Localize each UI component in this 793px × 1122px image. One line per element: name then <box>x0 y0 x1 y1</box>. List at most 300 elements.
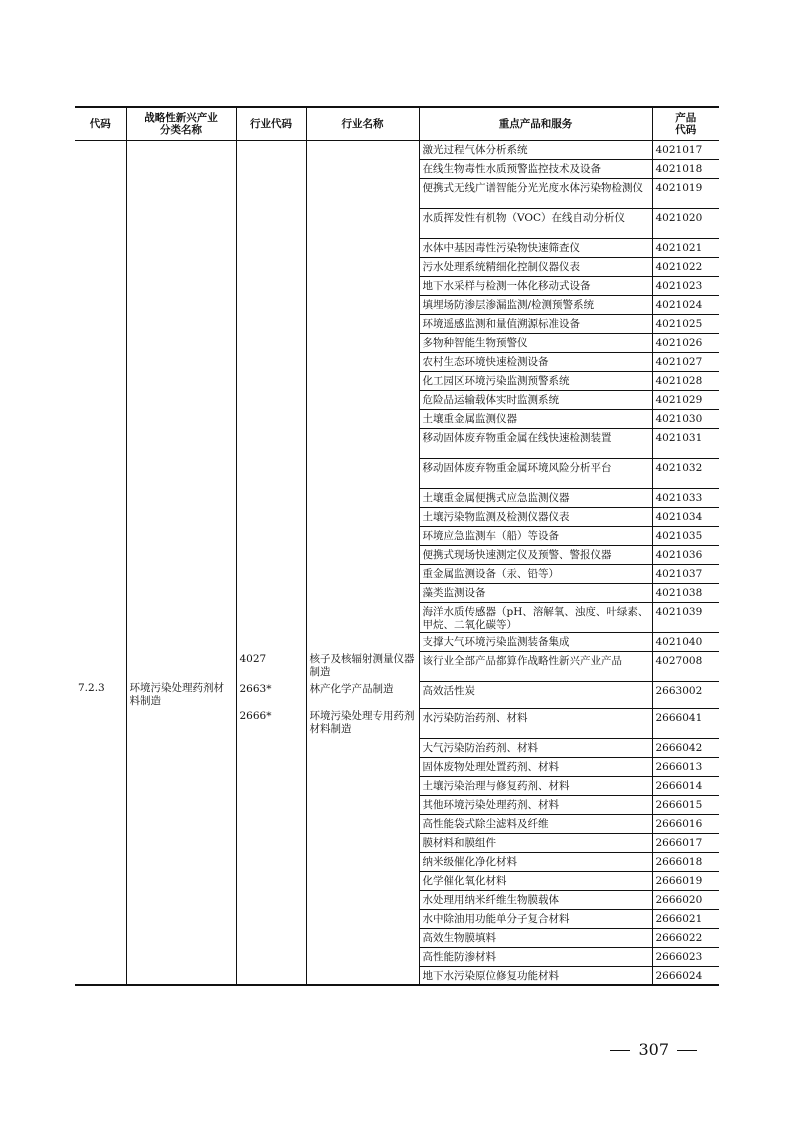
cell-product <box>419 632 652 651</box>
cell-industry-name <box>306 602 419 632</box>
cell-industry-name-text <box>310 141 416 143</box>
cell-product-text: 水处理用纳米纤维生物膜载体 <box>422 893 559 906</box>
cell-product-code <box>652 409 719 428</box>
cell-product-text: 纳米级催化净化材料 <box>422 855 517 868</box>
table-header <box>75 107 719 140</box>
cell-code <box>75 564 126 583</box>
cell-industry-name-text <box>310 795 416 797</box>
cell-category <box>126 776 236 795</box>
cell-product-code <box>652 526 719 545</box>
cell-category-text <box>130 208 233 209</box>
cell-product-code-text: 4021026 <box>655 336 703 349</box>
cell-product <box>419 371 652 390</box>
table-row <box>75 757 719 776</box>
cell-code <box>75 545 126 564</box>
industry-product-table <box>75 106 719 986</box>
cell-code-text <box>78 708 123 709</box>
cell-product-code <box>652 507 719 526</box>
table-row <box>75 871 719 890</box>
cell-product <box>419 276 652 295</box>
cell-product-code-text: 4027008 <box>655 654 703 667</box>
cell-code-text <box>78 409 123 410</box>
cell-product <box>419 776 652 795</box>
cell-industry-name <box>306 795 419 814</box>
cell-industry-name-text <box>310 159 416 161</box>
cell-product <box>419 295 652 314</box>
cell-product-code-text: 4021028 <box>655 374 703 387</box>
cell-product-code-text: 4021021 <box>655 241 703 254</box>
cell-industry-code-text <box>240 602 303 604</box>
cell-industry-name-text <box>310 371 416 373</box>
cell-category-text <box>130 890 233 891</box>
cell-industry-name <box>306 776 419 795</box>
cell-product <box>419 159 652 178</box>
cell-code <box>75 409 126 428</box>
cell-code <box>75 208 126 238</box>
page-dash-right <box>677 1050 697 1051</box>
cell-product-text: 水污染防治药剂、材料 <box>422 711 528 724</box>
cell-industry-code <box>236 852 306 871</box>
cell-category-text <box>130 238 233 239</box>
table-row <box>75 776 719 795</box>
cell-code <box>75 159 126 178</box>
cell-industry-name <box>306 507 419 526</box>
cell-product-code <box>652 140 719 159</box>
cell-product-text: 土壤污染物监测及检测仪器仪表 <box>422 510 570 523</box>
cell-category <box>126 159 236 178</box>
cell-industry-code <box>236 390 306 409</box>
table-row <box>75 276 719 295</box>
cell-industry-name <box>306 909 419 928</box>
cell-product-code-text: 4021025 <box>655 317 703 330</box>
cell-product-text: 固体废物处理处置药剂、材料 <box>422 760 559 773</box>
cell-product-code <box>652 966 719 985</box>
cell-industry-code <box>236 583 306 602</box>
cell-industry-name-text <box>310 738 416 740</box>
cell-category <box>126 564 236 583</box>
cell-industry-code <box>236 545 306 564</box>
cell-industry-code-text <box>240 159 303 161</box>
cell-industry-name <box>306 947 419 966</box>
cell-industry-code-text <box>240 371 303 373</box>
cell-industry-code <box>236 564 306 583</box>
cell-product-code-text: 2666024 <box>655 969 703 982</box>
table-row <box>75 738 719 757</box>
cell-product-text: 土壤重金属监测仪器 <box>422 412 517 425</box>
cell-product-code-text: 4021027 <box>655 355 703 368</box>
cell-category-text <box>130 776 233 777</box>
table-body <box>75 140 719 985</box>
cell-industry-name-text <box>310 776 416 778</box>
table-row <box>75 602 719 632</box>
cell-product-text: 地下水污染原位修复功能材料 <box>422 969 559 982</box>
table-row <box>75 507 719 526</box>
cell-industry-name <box>306 314 419 333</box>
cell-product-code <box>652 852 719 871</box>
cell-product-code-text: 4021033 <box>655 491 703 504</box>
cell-product <box>419 178 652 208</box>
cell-product <box>419 507 652 526</box>
cell-industry-code-text <box>240 632 303 634</box>
cell-code <box>75 458 126 488</box>
cell-product-code-text: 4021017 <box>655 143 703 156</box>
cell-industry-code <box>236 208 306 238</box>
cell-product <box>419 390 652 409</box>
cell-industry-code <box>236 257 306 276</box>
cell-industry-name <box>306 390 419 409</box>
cell-product-code-text: 4021030 <box>655 412 703 425</box>
cell-industry-code <box>236 738 306 757</box>
cell-industry-code <box>236 428 306 458</box>
cell-category <box>126 814 236 833</box>
cell-product-code-text: 2666041 <box>655 711 703 724</box>
cell-industry-name <box>306 708 419 738</box>
cell-industry-code-text <box>240 238 303 240</box>
cell-industry-code-text: 4027 <box>239 653 267 665</box>
cell-code-text <box>78 583 123 584</box>
cell-code <box>75 795 126 814</box>
cell-code-text <box>78 632 123 633</box>
cell-industry-code-text <box>240 757 303 759</box>
cell-product-text: 环境遥感监测和量值溯源标准设备 <box>422 317 580 330</box>
cell-code <box>75 757 126 776</box>
cell-product-text: 土壤重金属便携式应急监测仪器 <box>422 491 570 504</box>
table-row <box>75 488 719 507</box>
cell-category-text <box>130 947 233 948</box>
cell-category <box>126 757 236 776</box>
cell-code-text <box>78 352 123 353</box>
cell-industry-code-text <box>240 871 303 873</box>
cell-product-code <box>652 564 719 583</box>
cell-industry-code-text <box>240 947 303 949</box>
cell-code <box>75 488 126 507</box>
cell-category-text <box>130 852 233 853</box>
cell-product-code <box>652 776 719 795</box>
cell-code <box>75 681 126 708</box>
cell-category <box>126 833 236 852</box>
cell-product-code-text: 2666015 <box>655 798 703 811</box>
cell-product <box>419 651 652 681</box>
cell-product <box>419 890 652 909</box>
cell-industry-code <box>236 458 306 488</box>
cell-code-text <box>78 371 123 372</box>
table-row <box>75 140 719 159</box>
cell-product <box>419 257 652 276</box>
cell-industry-name-text <box>310 814 416 816</box>
table-row <box>75 178 719 208</box>
cell-product-code <box>652 428 719 458</box>
cell-product <box>419 488 652 507</box>
cell-code <box>75 814 126 833</box>
page-dash-left <box>610 1050 630 1051</box>
cell-product-code <box>652 390 719 409</box>
cell-industry-code <box>236 632 306 651</box>
cell-category-text <box>130 507 233 508</box>
cell-industry-name-text <box>310 909 416 911</box>
cell-product <box>419 947 652 966</box>
cell-product <box>419 852 652 871</box>
cell-code-text <box>78 602 123 603</box>
cell-industry-name-text <box>310 583 416 585</box>
cell-industry-code <box>236 333 306 352</box>
table-row <box>75 352 719 371</box>
cell-product-text: 支撑大气环境污染监测装备集成 <box>422 635 570 648</box>
cell-category-text <box>130 257 233 258</box>
cell-industry-name <box>306 178 419 208</box>
cell-product <box>419 352 652 371</box>
cell-category-text <box>130 178 233 179</box>
cell-product-code <box>652 632 719 651</box>
header-category: 战略性新兴产业 分类名称 <box>126 107 236 140</box>
cell-category <box>126 602 236 632</box>
header-products: 重点产品和服务 <box>419 107 652 140</box>
cell-code <box>75 583 126 602</box>
cell-code <box>75 602 126 632</box>
cell-product <box>419 314 652 333</box>
cell-product <box>419 428 652 458</box>
cell-code-text <box>78 238 123 239</box>
cell-code-text <box>78 757 123 758</box>
cell-industry-code-text <box>240 738 303 740</box>
cell-industry-code <box>236 295 306 314</box>
cell-industry-code-text <box>240 583 303 585</box>
cell-industry-code-text: 2666* <box>239 710 272 722</box>
cell-category <box>126 545 236 564</box>
cell-code <box>75 526 126 545</box>
cell-industry-code-text <box>240 428 303 430</box>
cell-code-text <box>78 738 123 739</box>
cell-product <box>419 564 652 583</box>
cell-product-code-text: 2666042 <box>655 741 703 754</box>
cell-industry-code-text <box>240 545 303 547</box>
cell-category-text <box>130 738 233 739</box>
cell-industry-name <box>306 833 419 852</box>
cell-product-code-text: 4021020 <box>655 211 703 224</box>
cell-product-text: 高效生物膜填料 <box>422 931 496 944</box>
cell-industry-name-text: 林产化学产品制造 <box>309 683 394 695</box>
cell-code-text <box>78 507 123 508</box>
cell-industry-code <box>236 814 306 833</box>
cell-product-code <box>652 708 719 738</box>
cell-industry-name-text <box>310 428 416 430</box>
cell-category-text <box>130 314 233 315</box>
cell-category-text <box>130 390 233 391</box>
cell-industry-code <box>236 409 306 428</box>
cell-code-text <box>78 852 123 853</box>
cell-code-text <box>78 909 123 910</box>
cell-category <box>126 651 236 681</box>
cell-product-text: 海洋水质传感器（pH、溶解氧、浊度、叶绿素、甲烷、二氧化碳等） <box>422 605 649 631</box>
cell-industry-code-text <box>240 507 303 509</box>
cell-industry-code <box>236 909 306 928</box>
cell-category-text <box>130 458 233 459</box>
cell-code-text <box>78 276 123 277</box>
cell-industry-code <box>236 928 306 947</box>
cell-code <box>75 371 126 390</box>
cell-product-text: 移动固体废弃物重金属在线快速检测装置 <box>422 431 612 444</box>
cell-product <box>419 238 652 257</box>
cell-product <box>419 602 652 632</box>
cell-industry-code <box>236 776 306 795</box>
cell-category <box>126 852 236 871</box>
cell-code-text <box>78 159 123 160</box>
cell-product-text: 激光过程气体分析系统 <box>422 143 528 156</box>
cell-industry-code <box>236 526 306 545</box>
cell-product-code <box>652 757 719 776</box>
cell-code-text <box>78 295 123 296</box>
cell-category <box>126 238 236 257</box>
table-row <box>75 428 719 458</box>
cell-product-code-text: 2666013 <box>655 760 703 773</box>
table-row <box>75 371 719 390</box>
cell-product-code <box>652 947 719 966</box>
cell-category-text <box>130 651 233 652</box>
cell-industry-name <box>306 295 419 314</box>
cell-product-code-text: 4021019 <box>655 181 703 194</box>
cell-code <box>75 947 126 966</box>
cell-category <box>126 871 236 890</box>
cell-code <box>75 909 126 928</box>
cell-industry-name-text <box>310 488 416 490</box>
cell-industry-name-text <box>310 852 416 854</box>
cell-code <box>75 257 126 276</box>
cell-category-text <box>130 488 233 489</box>
cell-industry-code <box>236 276 306 295</box>
cell-code <box>75 708 126 738</box>
table-row <box>75 526 719 545</box>
cell-code-text <box>78 833 123 834</box>
cell-industry-code <box>236 708 306 738</box>
cell-industry-name <box>306 651 419 681</box>
cell-code-text <box>78 545 123 546</box>
cell-product-code-text: 4021039 <box>655 605 703 618</box>
cell-code-text <box>78 333 123 334</box>
cell-product <box>419 757 652 776</box>
cell-industry-code <box>236 507 306 526</box>
cell-category-text <box>130 545 233 546</box>
header-product-code: 产品 代码 <box>652 107 719 140</box>
cell-product-code-text: 4021032 <box>655 461 703 474</box>
cell-product-text: 其他环境污染处理药剂、材料 <box>422 798 559 811</box>
cell-industry-code-text <box>240 488 303 490</box>
table-row <box>75 208 719 238</box>
cell-category <box>126 966 236 985</box>
cell-industry-name-text <box>310 545 416 547</box>
cell-industry-code-text <box>240 333 303 335</box>
cell-product-code <box>652 371 719 390</box>
cell-product-text: 土壤污染治理与修复药剂、材料 <box>422 779 570 792</box>
table-row <box>75 564 719 583</box>
cell-category-text <box>130 371 233 372</box>
cell-product-text: 该行业全部产品都算作战略性新兴产业产品 <box>422 654 622 667</box>
table-row <box>75 909 719 928</box>
cell-code <box>75 776 126 795</box>
cell-code-text <box>78 947 123 948</box>
cell-category <box>126 928 236 947</box>
cell-product-code <box>652 833 719 852</box>
cell-industry-name-text <box>310 871 416 873</box>
cell-industry-name-text <box>310 208 416 210</box>
cell-category <box>126 458 236 488</box>
cell-product-text: 藻类监测设备 <box>422 586 486 599</box>
table-row <box>75 390 719 409</box>
cell-category <box>126 526 236 545</box>
cell-product <box>419 871 652 890</box>
cell-industry-code-text <box>240 141 303 143</box>
cell-industry-code <box>236 352 306 371</box>
cell-code <box>75 140 126 159</box>
cell-industry-code <box>236 602 306 632</box>
cell-industry-name-text <box>310 632 416 634</box>
cell-product-code-text: 4021034 <box>655 510 703 523</box>
cell-category-text <box>130 583 233 584</box>
cell-product-code <box>652 159 719 178</box>
cell-industry-name-text <box>310 564 416 566</box>
cell-category <box>126 632 236 651</box>
cell-industry-code <box>236 833 306 852</box>
page-number <box>602 1040 705 1059</box>
cell-product-code <box>652 928 719 947</box>
cell-product <box>419 526 652 545</box>
cell-industry-code-text <box>240 928 303 930</box>
cell-category-text <box>130 909 233 910</box>
table-row <box>75 632 719 651</box>
cell-product <box>419 708 652 738</box>
cell-product <box>419 966 652 985</box>
header-industry-code: 行业代码 <box>236 107 306 140</box>
table-row <box>75 928 719 947</box>
cell-category-text <box>130 632 233 633</box>
cell-product <box>419 409 652 428</box>
cell-industry-code-text <box>240 909 303 911</box>
cell-industry-code <box>236 681 306 708</box>
cell-category-text <box>130 708 233 709</box>
cell-industry-name <box>306 159 419 178</box>
cell-industry-code-text <box>240 814 303 816</box>
cell-industry-name <box>306 545 419 564</box>
table-row <box>75 238 719 257</box>
cell-code <box>75 507 126 526</box>
cell-code-text: 7.2.3 <box>78 682 105 694</box>
cell-product-code <box>652 545 719 564</box>
cell-industry-name-text <box>310 757 416 759</box>
cell-product-code-text: 2666018 <box>655 855 703 868</box>
cell-product-code <box>652 814 719 833</box>
cell-product-text: 水质挥发性有机物（VOC）在线自动分析仪 <box>422 211 626 224</box>
table-row <box>75 814 719 833</box>
cell-category <box>126 295 236 314</box>
cell-industry-code-text <box>240 564 303 566</box>
cell-product-code <box>652 871 719 890</box>
cell-product-code <box>652 208 719 238</box>
table-row <box>75 833 719 852</box>
cell-industry-code-text <box>240 390 303 392</box>
cell-product <box>419 738 652 757</box>
cell-industry-name <box>306 564 419 583</box>
table-row <box>75 257 719 276</box>
cell-product-text: 农村生态环境快速检测设备 <box>422 355 549 368</box>
cell-industry-name <box>306 890 419 909</box>
cell-industry-name-text <box>310 833 416 835</box>
page-number-value: 307 <box>638 1040 669 1059</box>
cell-category <box>126 314 236 333</box>
cell-product-code <box>652 651 719 681</box>
cell-category-text <box>130 276 233 277</box>
cell-product-code-text: 4021035 <box>655 529 703 542</box>
cell-industry-code <box>236 966 306 985</box>
cell-product-text: 地下水采样与检测一体化移动式设备 <box>422 279 591 292</box>
cell-category <box>126 276 236 295</box>
